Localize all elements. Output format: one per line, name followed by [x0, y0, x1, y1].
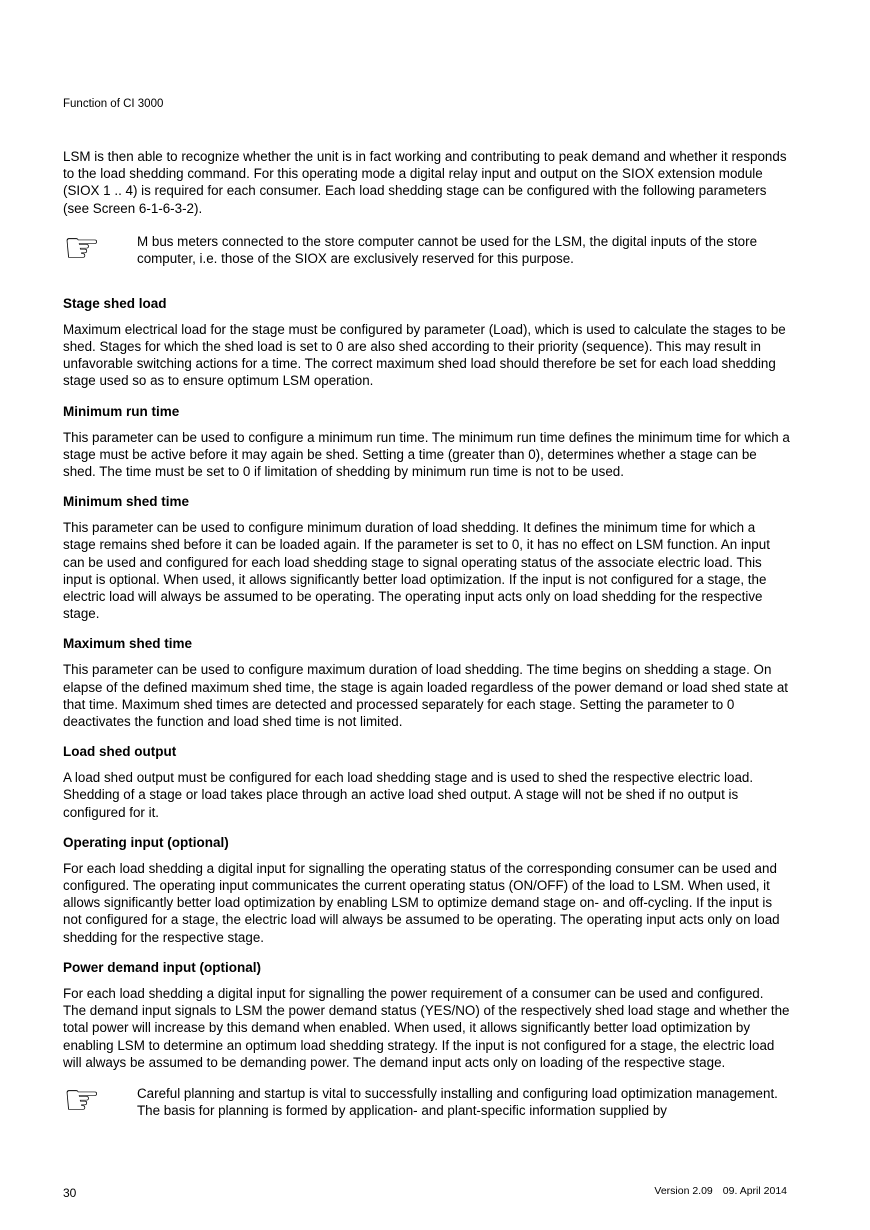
page-content	[63, 0, 790, 1121]
section-body-minimum-run-time: This parameter can be used to configure a minimum run time. The minimum run time defines the minimum time for which a stage must be active before it may again be shed. Setting a time (greater than 0), determines whether a stage can be shed. The time must be set to 0 if limitation of shedding by minimum run time is not to be used.	[63, 429, 790, 480]
note-icon-cell	[63, 223, 137, 271]
footer-date: 09. April 2014	[722, 1185, 787, 1197]
note-text: Careful planning and startup is vital to successfully installing and configuring load optimization management. The basis for planning is formed by application- and plant-specific information supplied by	[137, 1085, 778, 1119]
section-heading-minimum-run-time: Minimum run time	[63, 403, 180, 419]
note-icon-cell	[63, 1075, 137, 1123]
section-body-power-demand-input: For each load shedding a digital input for signalling the power requirement of a consumer can be used and configured. The demand input signals to LSM the power demand status (YES/NO) of the respectively shed load stage and whether the total power will increase by this demand when enabled. When used, it allows significantly better load optimization by enabling LSM to determine an optimum load shedding strategy. If the input is not configured for a stage, the electric load will always be assumed to be demanding power. The demand input acts only on loading of the respective stage.	[63, 985, 790, 1070]
section-body-maximum-shed-time: This parameter can be used to configure maximum duration of load shedding. The time begins on shedding a stage. On elapse of the defined maximum shed time, the stage is again loaded regardless of the power demand or load shed state at that time. Maximum shed times are detected and processed separately for each stage. Setting the parameter to 0 deactivates the function and load shed time is not limited.	[63, 662, 789, 730]
section-heading-power-demand-input: Power demand input (optional)	[63, 959, 261, 975]
note-block	[63, 223, 790, 271]
running-header: Function of CI 3000	[63, 98, 164, 110]
section-heading-operating-input: Operating input (optional)	[63, 834, 229, 850]
footer-version-info	[654, 1185, 787, 1198]
section-body-minimum-shed-time: This parameter can be used to configure minimum duration of load shedding. It defines the minimum time for which a stage remains shed before it can be loaded again. If the parameter is set to 0, it has no effect on LSM function. An input can be used and configured for each load shedding stage to signal operating status of the associate electric load. This input is optional. When used, it allows significantly better load optimization. If the input is not configured for a stage, the electric load will always be assumed to be operating. The operating input acts only on load shedding for the respective stage.	[63, 520, 770, 622]
section-body-operating-input: For each load shedding a digital input for signalling the operating status of the corresponding consumer can be used and configured. The operating input communicates the current operating status (ON/OFF) of the load to LSM. When used, it allows significantly better load optimization by enabling LSM to optimize demand stage on- and off-cycling. If the input is not configured for a stage, the electric load will always be assumed to be operating. The operating input acts only on load shedding for the respective stage.	[63, 860, 780, 945]
section-body-stage-shed-load: Maximum electrical load for the stage must be configured by parameter (Load), which is used to calculate the stages to be shed. Stages for which the shed load is set to 0 are also shed according to their priority (sequence). This may result in unfavorable switching actions for a time. The correct maximum shed load should therefore be set for each load shedding stage used so as to ensure optimum LSM operation.	[63, 321, 786, 389]
section-heading-load-shed-output: Load shed output	[63, 744, 177, 760]
intro-paragraph: LSM is then able to recognize whether the unit is in fact working and contributing to peak demand and whether it responds to the load shedding command. For this operating mode a digital relay input and output on the SIOX extension module (SIOX 1 .. 4) is required for each consumer. Each load shedding stage can be configured with the following parameters (see Screen 6-1-6-3-2).	[63, 149, 787, 216]
section-heading-stage-shed-load: Stage shed load	[63, 295, 167, 311]
pointing-hand-icon: ☞	[63, 1075, 101, 1123]
footer-version-label: Version 2.09	[654, 1185, 713, 1197]
footer-page-number: 30	[63, 1186, 77, 1200]
section-heading-maximum-shed-time: Maximum shed time	[63, 636, 193, 652]
note-text: M bus meters connected to the store computer cannot be used for the LSM, the digital inputs of the store computer, i.e. those of the SIOX are exclusively reserved for this purpose.	[137, 233, 758, 267]
section-heading-minimum-shed-time: Minimum shed time	[63, 494, 190, 510]
note-block	[63, 1075, 790, 1123]
pointing-hand-icon: ☞	[63, 223, 101, 271]
section-body-load-shed-output: A load shed output must be configured for each load shedding stage and is used to shed the respective electric load. Shedding of a stage or load takes place through an active load shed output. A stage will not be shed if no output is configured for it.	[63, 770, 754, 820]
